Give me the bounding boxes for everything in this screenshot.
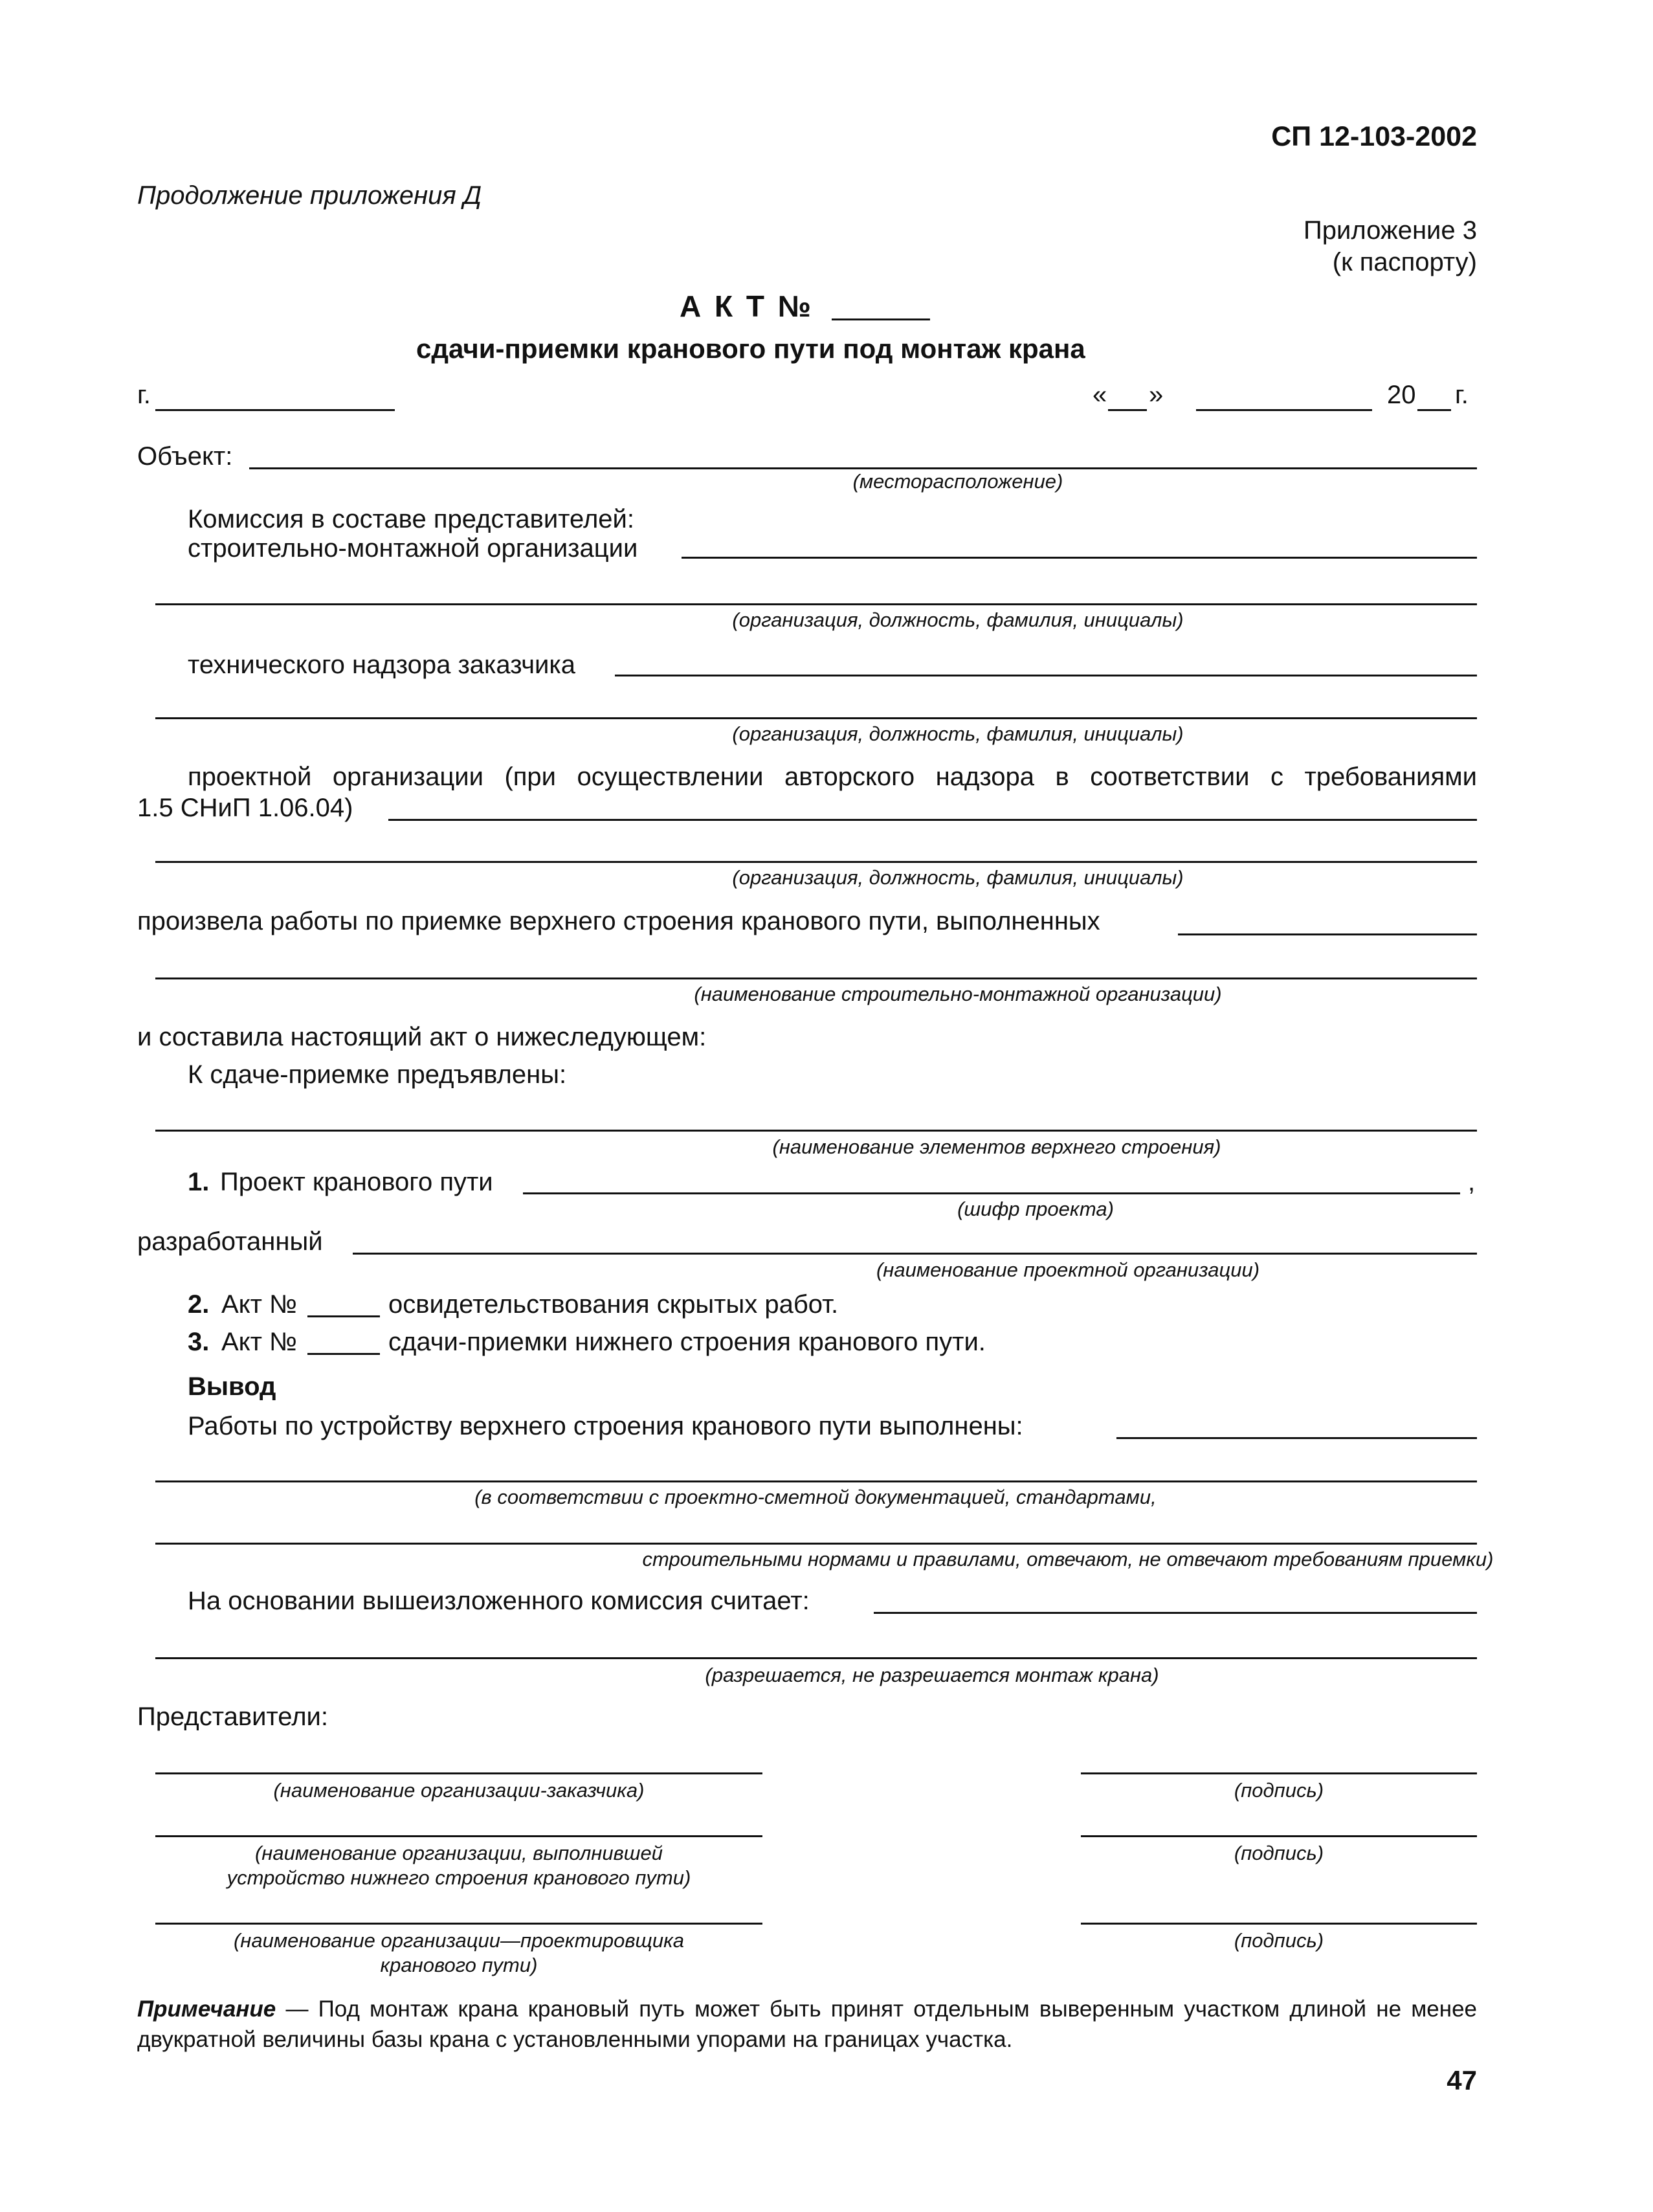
conclusion-heading: Вывод: [188, 1372, 276, 1401]
rep3-org-caption-2: кранового пути): [380, 1954, 538, 1976]
item2-number: 2.: [188, 1290, 210, 1319]
basis-line[interactable]: [874, 1612, 1477, 1614]
item3-number: 3.: [188, 1328, 210, 1356]
item3-text: сдачи-приемки нижнего строения кранового пути.: [388, 1328, 986, 1356]
rep2-org-caption-1: (наименование организации, выполнившей: [254, 1842, 663, 1864]
design-org-line-2[interactable]: [155, 861, 1477, 863]
design-org-label-line2: 1.5 СНиП 1.06.04): [137, 794, 353, 822]
works-done-line-2[interactable]: [155, 1480, 1477, 1482]
works-done-line[interactable]: [1116, 1437, 1477, 1439]
rep2-sign-line[interactable]: [1081, 1835, 1477, 1837]
day-quote-close: »: [1149, 381, 1164, 409]
item1-comma: ,: [1468, 1168, 1476, 1196]
rep3-org-caption-1: (наименование организации—проектировщика: [233, 1929, 685, 1952]
tech-supervision-line[interactable]: [615, 675, 1477, 676]
item1-label: Проект кранового пути: [220, 1168, 493, 1196]
presented-line[interactable]: [155, 1130, 1477, 1132]
rep1-org-caption: (наименование организации-заказчика): [273, 1779, 645, 1802]
basis-line-2[interactable]: [155, 1657, 1477, 1659]
year-prefix: 20: [1387, 381, 1416, 409]
presented-label: К сдаче-приемке предъявлены:: [188, 1060, 567, 1089]
commission-intro: Комиссия в составе представителей:: [188, 505, 634, 533]
construction-org-caption: (организация, должность, фамилия, инициалы): [732, 609, 1184, 631]
performed-line-2[interactable]: [155, 978, 1477, 979]
rep1-sign-caption: (подпись): [1234, 1779, 1324, 1802]
compiled-label: и составила настоящий акт о нижеследующем:: [137, 1023, 707, 1051]
tech-supervision-label: технического надзора заказчика: [188, 651, 576, 679]
design-org-line[interactable]: [388, 819, 1477, 821]
item1-line[interactable]: [523, 1192, 1460, 1194]
tech-supervision-line-2[interactable]: [155, 717, 1477, 719]
rep1-org-line[interactable]: [155, 1772, 762, 1774]
item2-line[interactable]: [307, 1315, 380, 1317]
city-prefix: г.: [137, 381, 151, 409]
object-label: Объект:: [137, 442, 233, 471]
city-line[interactable]: [155, 409, 395, 411]
developed-caption: (наименование проектной организации): [876, 1258, 1260, 1281]
tech-supervision-caption: (организация, должность, фамилия, инициалы): [732, 722, 1184, 745]
design-org-label-line1: проектной организации (при осуществлении авторского надзора в соответствии с требованиями: [188, 763, 1477, 791]
works-done-line-3[interactable]: [155, 1543, 1477, 1545]
works-done-caption-2: строительными нормами и правилами, отвечают, не отвечают требованиям приемки): [642, 1548, 1494, 1570]
design-org-caption: (организация, должность, фамилия, инициалы): [732, 866, 1184, 889]
basis-label: На основании вышеизложенного комиссия считает:: [188, 1587, 810, 1615]
representatives-label: Представители:: [137, 1703, 328, 1731]
developed-label: разработанный: [137, 1227, 323, 1256]
rep3-sign-caption: (подпись): [1234, 1929, 1324, 1952]
note-text: — Под монтаж крана крановый путь может быть принят отдельным выверенным участком длиной не менее двукратной величины базы крана с установленными упорами на границах участка.: [137, 1996, 1477, 2052]
construction-org-line-2[interactable]: [155, 603, 1477, 605]
appendix-reference: (к паспорту): [1332, 248, 1477, 276]
construction-org-label: строительно-монтажной организации: [188, 534, 638, 563]
performed-caption: (наименование строительно-монтажной организации): [694, 983, 1222, 1005]
standard-number: СП 12-103-2002: [1271, 121, 1477, 152]
page-number: 47: [1447, 2065, 1477, 2095]
year-suffix: г.: [1455, 381, 1469, 409]
note-label: Примечание: [137, 1996, 276, 2022]
act-title: А К Т №: [680, 289, 814, 323]
act-subtitle: сдачи-приемки кранового пути под монтаж крана: [416, 333, 1085, 364]
object-line[interactable]: [249, 467, 1477, 469]
item1-number: 1.: [188, 1168, 210, 1196]
basis-caption: (разрешается, не разрешается монтаж крана): [705, 1664, 1159, 1686]
rep3-sign-line[interactable]: [1081, 1923, 1477, 1925]
rep2-org-caption-2: устройство нижнего строения кранового пути): [227, 1866, 691, 1889]
month-line[interactable]: [1196, 409, 1372, 411]
item1-caption: (шифр проекта): [957, 1198, 1114, 1220]
performed-line[interactable]: [1178, 933, 1477, 935]
day-quote-open: «: [1093, 381, 1107, 409]
rep2-org-line[interactable]: [155, 1835, 762, 1837]
continuation-label: Продолжение приложения Д: [137, 181, 482, 210]
appendix-label: Приложение 3: [1304, 216, 1477, 245]
object-caption: (месторасположение): [852, 470, 1063, 493]
works-done-caption-1: (в соответствии с проектно-сметной документацией, стандартами,: [474, 1486, 1157, 1508]
act-number-line: [832, 318, 930, 320]
works-done-label: Работы по устройству верхнего строения кранового пути выполнены:: [188, 1412, 1023, 1440]
year-line[interactable]: [1417, 409, 1451, 411]
construction-org-line[interactable]: [682, 557, 1477, 559]
item3-line[interactable]: [307, 1353, 380, 1355]
rep2-sign-caption: (подпись): [1234, 1842, 1324, 1864]
day-line[interactable]: [1108, 409, 1147, 411]
item2-text: освидетельствования скрытых работ.: [388, 1290, 839, 1319]
rep1-sign-line[interactable]: [1081, 1772, 1477, 1774]
developed-line[interactable]: [353, 1253, 1477, 1255]
note-paragraph: [137, 1994, 1477, 2055]
item2-prefix: Акт №: [221, 1290, 297, 1319]
presented-caption: (наименование элементов верхнего строения): [772, 1135, 1221, 1158]
item3-prefix: Акт №: [221, 1328, 297, 1356]
performed-label: произвела работы по приемке верхнего строения кранового пути, выполненных: [137, 907, 1100, 935]
rep3-org-line[interactable]: [155, 1923, 762, 1925]
